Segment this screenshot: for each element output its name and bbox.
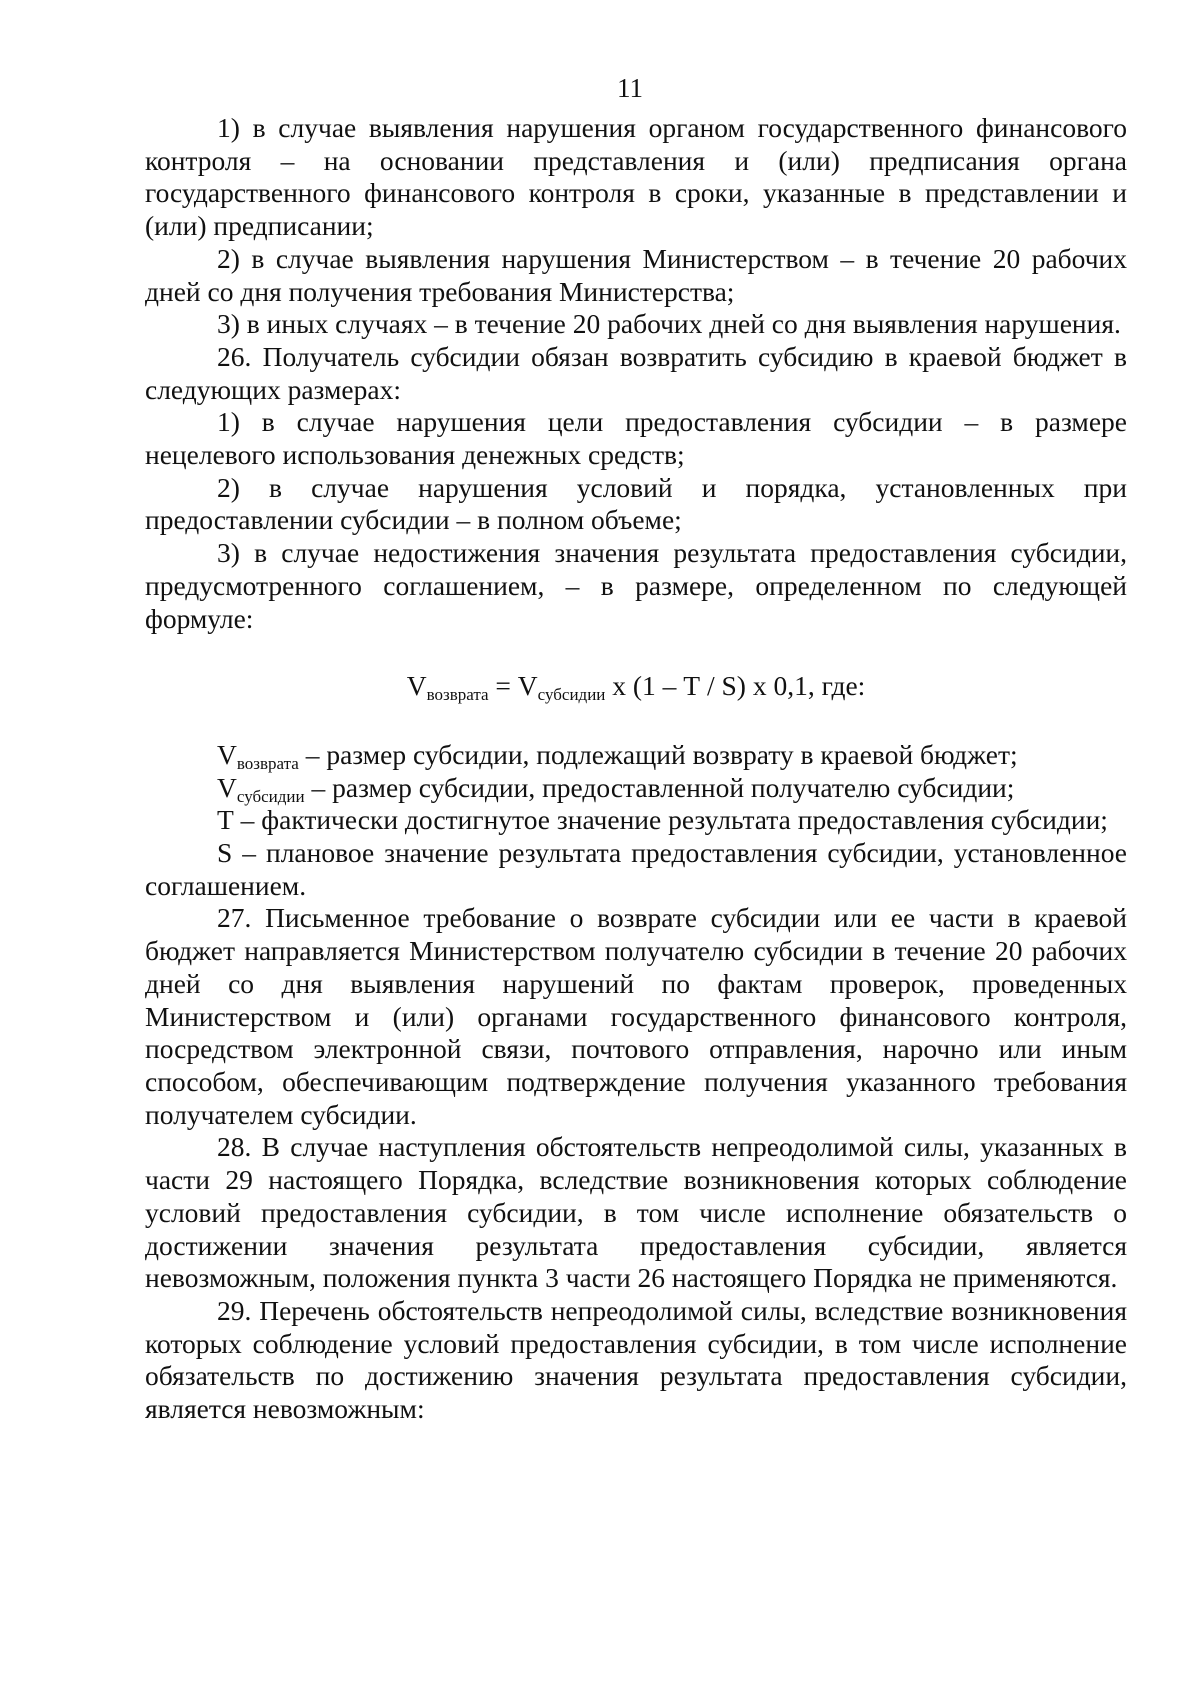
paragraph-29: 29. Перечень обстоятельств непреодолимой силы, вследствие возникновения которых соблюдение условий предоставления субсидии, в том числе исполнение обязательств по достижению значения результата предоставления субсидии, является невозможным: bbox=[145, 1294, 1127, 1425]
paragraph-25-3: 3) в иных случаях – в течение 20 рабочих дней со дня выявления нарушения. bbox=[217, 308, 1121, 340]
definition-text: – размер субсидии, подлежащий возврату в краевой бюджет; bbox=[298, 738, 1018, 770]
paragraph-27: 27. Письменное требование о возврате субсидии или ее части в краевой бюджет направляется Министерством получателю субсидии в течение 20 рабочих дней со дня выявления нарушений по фактам проверок, проведенных Министерством и (или) органами государственного финансового контроля, посредством электронной связи, почтового отправления, нарочно или иным способом, обеспечивающим подтверждение получения указанного требования получателем субсидии. bbox=[145, 902, 1127, 1130]
definition-subscript: возврата bbox=[236, 753, 299, 773]
paragraph-26-1: 1) в случае нарушения цели предоставления субсидии – в размере нецелевого использования денежных средств; bbox=[145, 406, 1127, 471]
paragraph-28: 28. В случае наступления обстоятельств непреодолимой силы, указанных в части 29 настоящего Порядка, вследствие возникновения которых соблюдение условий предоставления субсидии, в том числе исполнение обязательств о достижении значения результата предоставления субсидии, является невозможным, положения пункта 3 части 26 настоящего Порядка не применяются. bbox=[145, 1131, 1127, 1294]
definition-s: S – плановое значение результата предоставления субсидии, установленное соглашением. bbox=[145, 837, 1127, 901]
formula-v-subsidy: V bbox=[517, 670, 538, 702]
formula-v-return: V bbox=[406, 670, 427, 702]
definition-v-return bbox=[145, 739, 1127, 772]
formula-eq: = bbox=[488, 670, 518, 702]
paragraph-25-2: 2) в случае выявления нарушения Министерством – в течение 20 рабочих дней со дня получения требования Министерства; bbox=[145, 242, 1127, 307]
definition-text: – размер субсидии, предоставленной получателю субсидии; bbox=[304, 771, 1015, 803]
paragraph-26: 26. Получатель субсидии обязан возвратить субсидию в краевой бюджет в следующих размерах: bbox=[145, 340, 1127, 405]
paragraph-25-1: 1) в случае выявления нарушения органом государственного финансового контроля – на основании представления и (или) предписания органа государственного финансового контроля в сроки, указанные в представлении и (или) предписании; bbox=[145, 112, 1127, 242]
document-body bbox=[145, 112, 1127, 1426]
definition-v-subsidy bbox=[145, 772, 1127, 805]
formula-sub-subsidy: субсидии bbox=[537, 685, 606, 705]
definition-symbol: V bbox=[217, 771, 237, 803]
paragraph-26-2: 2) в случае нарушения условий и порядка, установленных при предоставлении субсидии – в полном объеме; bbox=[145, 471, 1127, 536]
formula-rest: х (1 – Т / S) х 0,1, где: bbox=[605, 670, 866, 702]
page-number: 11 bbox=[617, 73, 643, 103]
definition-subscript: субсидии bbox=[236, 786, 305, 806]
definition-t: Т – фактически достигнутое значение результата предоставления субсидии; bbox=[217, 804, 1108, 836]
return-formula bbox=[145, 670, 1127, 703]
formula-sub-return: возврата bbox=[426, 685, 489, 705]
paragraph-26-3: 3) в случае недостижения значения результата предоставления субсидии, предусмотренного соглашением, – в размере, определенном по следующей формуле: bbox=[145, 537, 1127, 634]
definition-symbol: V bbox=[217, 738, 237, 770]
